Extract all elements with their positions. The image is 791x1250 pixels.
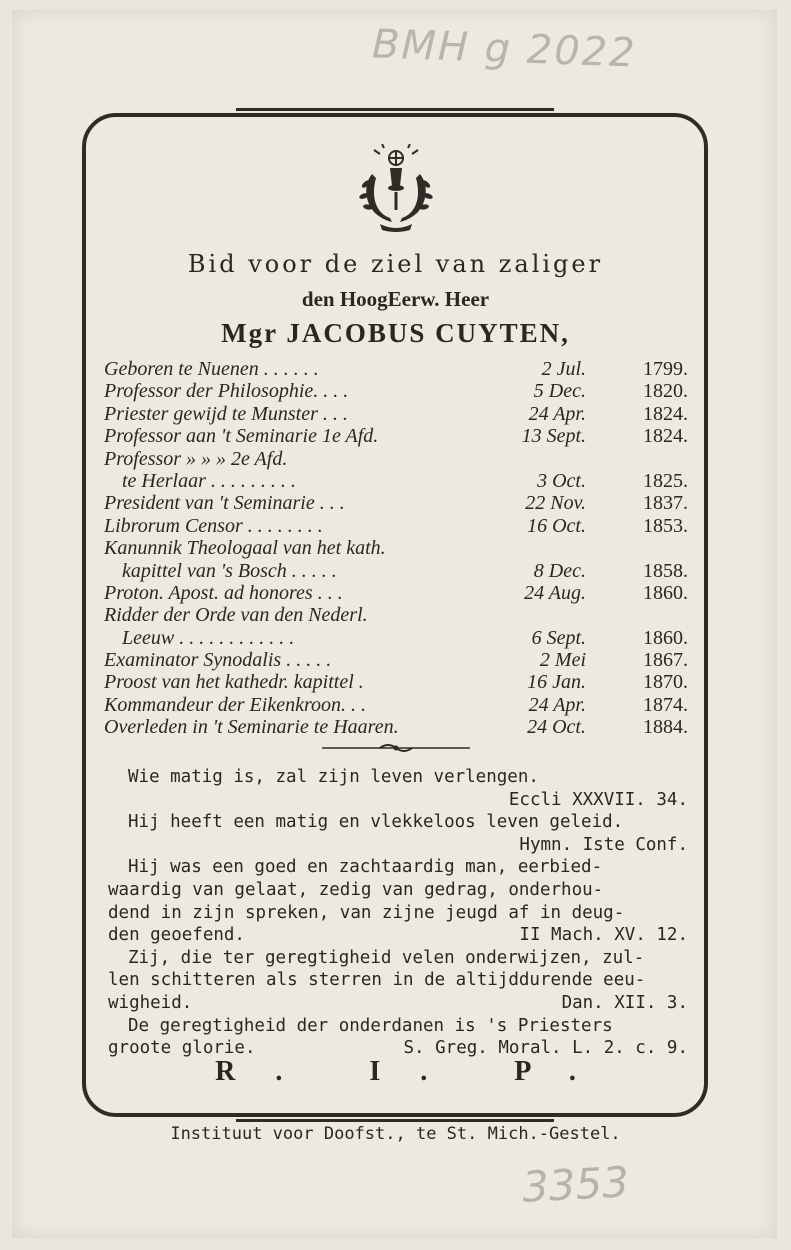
career-row (104, 537, 688, 559)
career-year: 1860. (643, 626, 688, 649)
career-year: 1837. (643, 492, 688, 515)
career-year: 1858. (643, 559, 688, 582)
career-year: 1824. (643, 402, 688, 425)
printer-credit: Instituut voor Doofst., te St. Mich.-Gestel. (170, 1124, 621, 1144)
career-label: Professor » » » 2e Afd. (104, 447, 288, 470)
career-year: 1860. (643, 581, 688, 604)
quote-source: II Mach. XV. 12. (519, 925, 688, 946)
rip-line: R. I. P. (215, 1056, 616, 1087)
career-date: 24 Apr. (528, 693, 586, 716)
career-label: Geboren te Nuenen . . . . . . (104, 358, 319, 380)
career-row (104, 582, 688, 604)
career-label: Examinator Synodalis . . . . . (104, 649, 332, 672)
career-year: 1870. (643, 671, 688, 694)
quote-line-with-source (108, 924, 688, 947)
career-date: 5 Dec. (533, 380, 586, 403)
quote-source: S. Greg. Moral. L. 2. c. 9. (403, 1038, 688, 1059)
career-row (104, 627, 688, 649)
career-label: Kommandeur der Eikenkroon. . . (104, 693, 366, 716)
career-date: 3 Oct. (537, 469, 586, 492)
career-year: 1824. (643, 425, 688, 448)
quote-line: Hij was een goed en zachtaardig man, eerbied- (128, 857, 603, 878)
career-row (104, 515, 688, 537)
career-label: Ridder der Orde van den Nederl. (104, 604, 368, 627)
ornament-divider (322, 742, 470, 754)
career-year: 1853. (643, 514, 688, 537)
career-label: Proton. Apost. ad honores . . . (104, 581, 343, 604)
career-label: Professor aan 't Seminarie 1e Afd. (104, 425, 379, 448)
quote-source: Hymn. Iste Conf. (519, 834, 688, 855)
scripture-quotes (108, 766, 688, 1060)
career-label: Priester gewijd te Munster . . . (104, 402, 348, 425)
prayer-line: Bid voor de ziel van zaliger (187, 250, 604, 278)
career-label: Professor der Philosophie. . . . (104, 380, 349, 403)
quote-line: Zij, die ter geregtigheid velen onderwijzen, zul- (128, 947, 645, 968)
quote-line: Hij heeft een matig en vlekkeloos leven geleid. (128, 812, 624, 833)
career-date: 13 Sept. (521, 425, 586, 448)
career-date: 16 Jan. (527, 671, 586, 694)
career-row (104, 694, 688, 716)
career-year: 1884. (643, 716, 688, 739)
career-date: 2 Mei (539, 649, 586, 672)
career-row (104, 649, 688, 671)
career-row (104, 560, 688, 582)
career-label: Overleden in 't Seminarie te Haaren. (104, 716, 399, 739)
career-label: kapittel van 's Bosch . . . . . (122, 559, 337, 582)
pencil-note-bottom: 3353 (520, 1157, 631, 1212)
career-list (104, 358, 688, 739)
quote-text: wigheid. (108, 992, 193, 1013)
career-year: 1874. (643, 693, 688, 716)
career-year: 1799. (643, 358, 688, 380)
quote-line: dend in zijn spreken, van zijne jeugd af in deug- (108, 902, 625, 923)
career-date: 8 Dec. (533, 559, 586, 582)
career-date: 24 Apr. (528, 402, 586, 425)
career-row (104, 604, 688, 626)
quote-text: den geoefend. (108, 925, 245, 946)
quote-line: waardig van gelaat, zedig van gedrag, onderhou- (108, 879, 604, 900)
quote-line: len schitteren als sterren in de altijddurende eeu- (108, 970, 646, 991)
career-row (104, 448, 688, 470)
career-row (104, 403, 688, 425)
career-row (104, 470, 688, 492)
career-date: 22 Nov. (525, 492, 586, 515)
quote-line: Wie matig is, zal zijn leven verlengen. (128, 767, 539, 787)
career-row (104, 425, 688, 447)
career-date: 16 Oct. (527, 514, 586, 537)
career-label: Kanunnik Theologaal van het kath. (104, 537, 386, 560)
career-row (104, 358, 688, 380)
career-row (104, 492, 688, 514)
career-date: 24 Oct. (527, 716, 586, 739)
rank-line: den HoogEerw. Heer (301, 287, 490, 311)
quote-source: Dan. XII. 3. (561, 992, 688, 1013)
career-date: 24 Aug. (524, 581, 586, 604)
career-row (104, 380, 688, 402)
pencil-note-top: BMH g 2022 (371, 21, 638, 77)
career-label: Leeuw . . . . . . . . . . . . (122, 626, 295, 649)
career-year: 1867. (643, 649, 688, 672)
quote-source: Eccli XXXVII. 34. (508, 789, 688, 810)
emblem-icon (350, 144, 442, 236)
quote-line: De geregtigheid der onderdanen is 's Priesters (128, 1015, 613, 1036)
career-row (104, 671, 688, 693)
career-label: Proost van het kathedr. kapittel . (104, 671, 364, 694)
quote-line-with-source (108, 992, 688, 1015)
career-label: President van 't Seminarie . . . (104, 492, 345, 515)
quote-text: groote glorie. (108, 1038, 256, 1059)
career-label: te Herlaar . . . . . . . . . (122, 469, 296, 492)
career-date: 6 Sept. (531, 626, 586, 649)
career-row (104, 716, 688, 738)
career-year: 1825. (643, 469, 688, 492)
career-label: Librorum Censor . . . . . . . . (104, 514, 323, 537)
career-year: 1820. (643, 380, 688, 403)
career-date: 2 Jul. (541, 358, 586, 380)
deceased-name: Mgr JACOBUS CUYTEN, (221, 318, 570, 348)
